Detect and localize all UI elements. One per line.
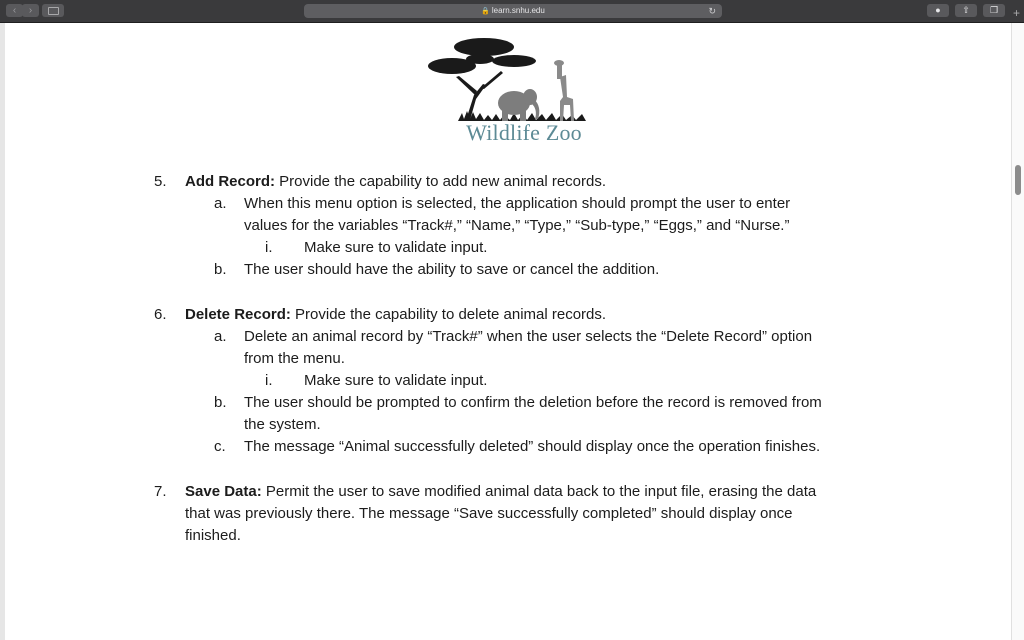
list-item-text: values for the variables “Track#,” “Name,” “Type,” “Sub-type,” “Eggs,” and “Nurse.” — [244, 217, 790, 234]
section-text: Provide the capability to add new animal records. — [275, 173, 607, 190]
section-heading-delete-record — [185, 305, 606, 325]
list-item-text: The message “Animal successfully deleted” should display once the operation finishes. — [244, 438, 821, 455]
logo-title: Wildlife Zoo — [466, 120, 582, 145]
list-item-text: The user should have the ability to save or cancel the addition. — [244, 261, 660, 278]
paragraph-line: that was previously there. The message “Save successfully completed” should display once — [185, 505, 793, 522]
chevron-right-icon: › — [28, 5, 33, 16]
list-marker: c. — [214, 438, 226, 455]
list-item-text: When this menu option is selected, the application should prompt the user to enter — [244, 195, 791, 212]
paragraph-line: finished. — [185, 527, 241, 544]
list-number: 7. — [154, 483, 167, 500]
lock-icon: 🔒 — [481, 8, 490, 15]
download-icon: ● — [935, 5, 941, 15]
list-item-text: the system. — [244, 416, 321, 433]
section-heading-add-record — [185, 172, 606, 192]
list-item-text: from the menu. — [244, 350, 345, 367]
list-item-text: The user should be prompted to confirm the deletion before the record is removed from — [244, 394, 822, 411]
scroll-thumb[interactable] — [1015, 165, 1021, 195]
list-item-text: Delete an animal record by “Track#” when the user selects the “Delete Record” option — [244, 328, 813, 345]
list-number: 5. — [154, 173, 167, 190]
sub-list-marker: i. — [265, 239, 273, 256]
list-number: 6. — [154, 306, 167, 323]
section-text: Provide the capability to delete animal records. — [290, 306, 607, 323]
reload-icon[interactable]: ↻ — [708, 6, 716, 16]
section-heading-save-data — [185, 482, 816, 502]
chevron-left-icon: ‹ — [12, 5, 17, 16]
sub-list-item-text: Make sure to validate input. — [304, 239, 488, 256]
share-icon: ⇧ — [962, 5, 970, 15]
section-title: Add Record: — [185, 173, 275, 190]
url-text: learn.snhu.edu — [491, 6, 545, 15]
section-title: Delete Record: — [185, 306, 291, 323]
section-text: Permit the user to save modified animal data back to the input file, erasing the data — [261, 483, 817, 500]
list-marker: a. — [214, 195, 227, 212]
sub-list-marker: i. — [265, 372, 273, 389]
tabs-icon: ❐ — [989, 5, 999, 15]
list-marker: b. — [214, 394, 227, 411]
scrollbar[interactable] — [1012, 23, 1024, 640]
section-title: Save Data: — [185, 483, 262, 500]
new-tab-button[interactable]: + — [1012, 6, 1020, 20]
list-marker: b. — [214, 261, 227, 278]
list-marker: a. — [214, 328, 227, 345]
sub-list-item-text: Make sure to validate input. — [304, 372, 488, 389]
